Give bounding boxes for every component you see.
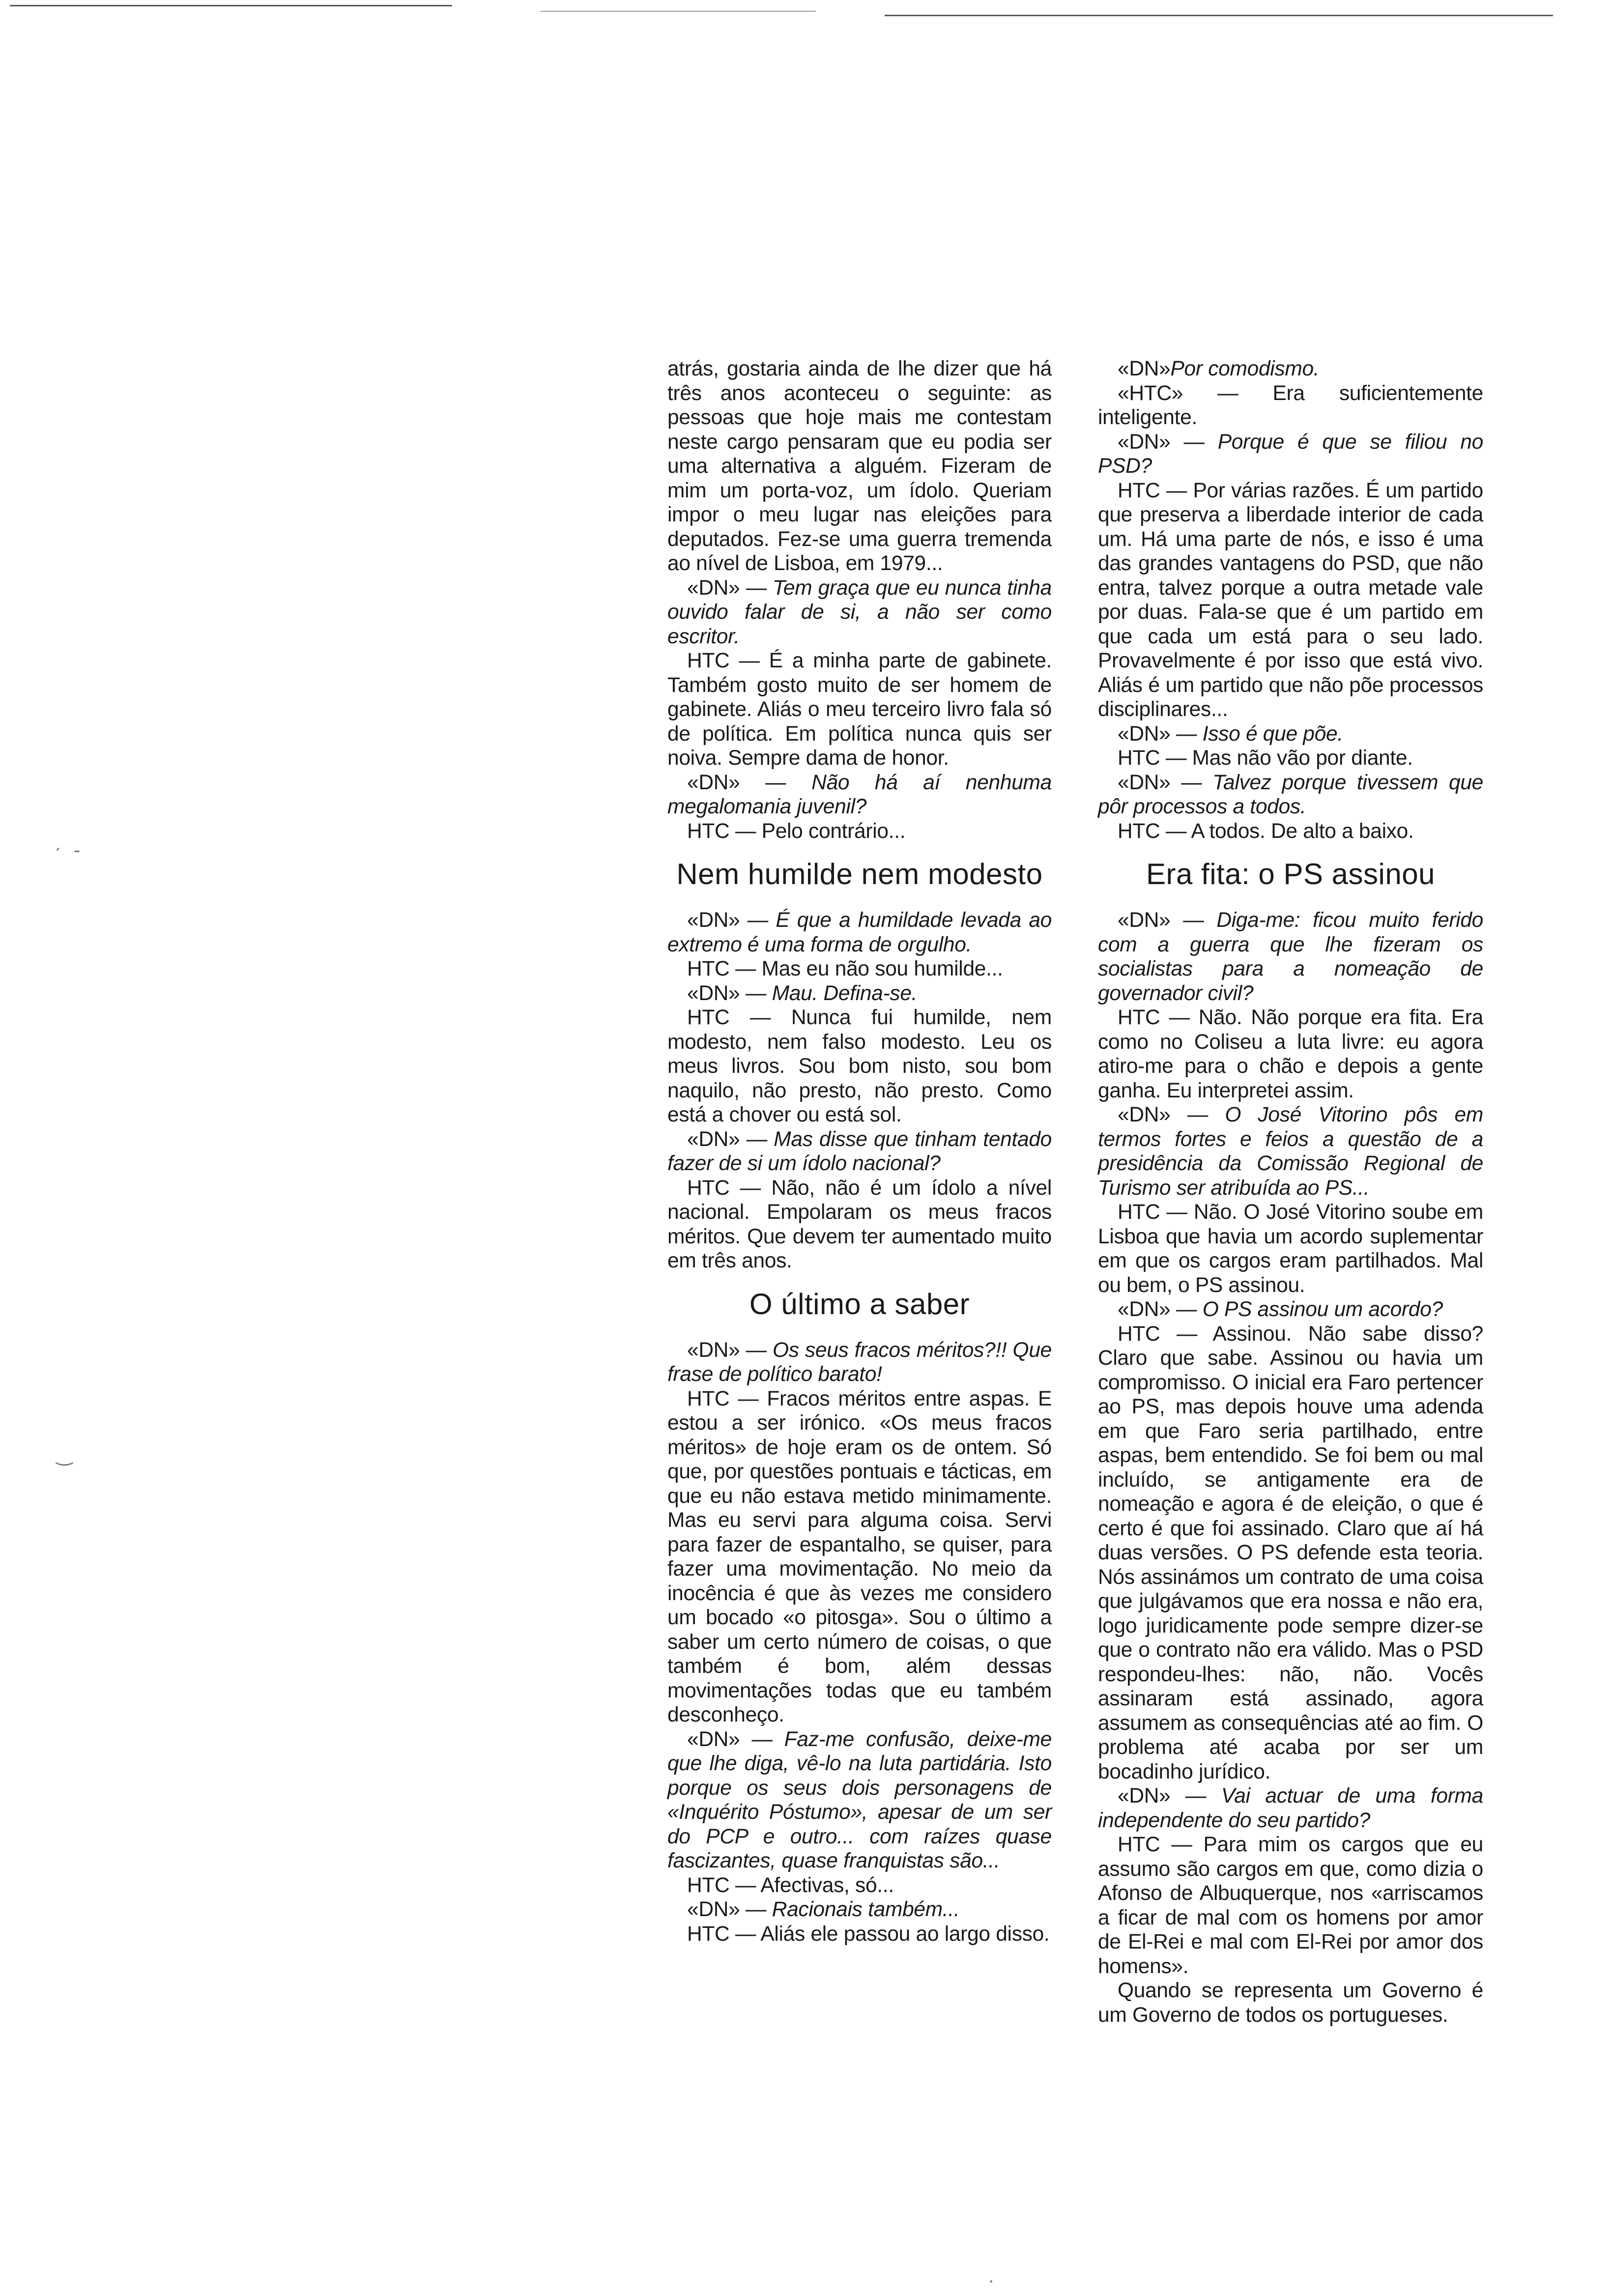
speaker-label: «DN» — [1118,430,1218,454]
speaker-label: «DN» — [687,576,773,600]
question [1098,1784,1483,1833]
question-text: Por comodismo. [1170,357,1320,380]
speaker-label: «DN» — [1118,722,1203,746]
question-text: Talvez porque tivessem que pôr processos a todos. [1098,771,1483,818]
question-text: O PS assinou um acordo? [1202,1298,1443,1321]
speaker-label: «DN» — [687,981,772,1005]
scan-rule-top-right [885,15,1553,16]
question [1098,1103,1483,1200]
scan-rule-top-middle [541,11,816,12]
answer: HTC — Aliás ele passou ao largo disso. [687,1922,1050,1946]
question-text: Mau. Defina-se. [772,981,918,1005]
question [1098,430,1483,479]
section-heading: Nem humilde nem modesto [676,858,1043,890]
article-column-right [1098,357,1483,2027]
speaker-label: «DN» — [1118,909,1217,932]
question [1098,357,1483,381]
speaker-label: «DN» — [1118,771,1213,794]
answer: HTC — A todos. De alto a baixo. [1118,819,1414,843]
question [667,1897,1052,1922]
speaker-label: «DN» [1118,357,1171,380]
question [667,1338,1052,1387]
answer: HTC — Afectivas, só... [687,1873,894,1897]
answer: HTC — Para mim os cargos que eu assumo são cargos em que, como dizia o Afonso de Albuquerque, nos «arriscamos a ficar de mal com os homens por amor de El-Rei e mal com El-Rei por amor dos homens». [1098,1833,1483,1978]
question [1098,908,1483,1005]
question [667,771,1052,819]
section-heading: O último a saber [749,1287,970,1320]
section-heading: Era fita: o PS assinou [1146,858,1435,890]
answer: HTC — Por várias razões. É um partido que preserva a liberdade interior de cada um. Há uma parte de nós, e isso é uma das grandes vantagens do PSD, que não entra, talvez porque a outra metade vale por duas. Fala-se que é um partido em que cada um está para o seu lado. Provavelmente é por isso que está vivo. Aliás é um partido que não põe processos disciplinares... [1098,479,1483,721]
question-text: Racionais também... [772,1898,960,1921]
question [667,981,1052,1006]
paragraph: Quando se representa um Governo é um Governo de todos os portugueses. [1098,1979,1483,2027]
speaker-label: «DN» — [1118,1103,1225,1126]
answer: HTC — Não. Não porque era fita. Era como no Coliseu a luta livre: eu agora atiro-me para o chão e depois a gente ganha. Eu interpretei assim. [1098,1006,1483,1102]
speaker-label: «DN» — [687,909,776,932]
scan-speck: - [74,839,81,861]
question [667,908,1052,957]
question [1098,1297,1483,1322]
speaker-label: «DN» — [687,771,812,794]
question-text: Porque é que se filiou no PSD? [1098,430,1483,478]
question [667,576,1052,649]
scan-rule-top-left [10,5,452,6]
question-text: Não há aí nenhuma megalomania juvenil? [667,771,1052,818]
speaker-label: «DN» — [687,1727,784,1751]
answer: HTC — Não, não é um ídolo a nível nacional. Empolaram os meus fracos méritos. Que devem ter aumentado muito em três anos. [667,1176,1052,1272]
scan-speck: · [988,2269,995,2291]
question-text: Tem graça que eu nunca tinha ouvido falar de si, a não ser como escritor. [667,576,1052,648]
speaker-label: «DN» — [687,1898,772,1921]
question-text: É que a humildade levada ao extremo é uma forma de orgulho. [667,909,1052,956]
question [667,1727,1052,1873]
question-text: Os seus fracos méritos?!! Que frase de político barato! [667,1338,1052,1386]
answer: HTC — Pelo contrário... [687,819,906,843]
scan-speck: ˏ [54,830,61,851]
question [1098,771,1483,819]
question [1098,722,1483,746]
speaker-label: «DN» — [687,1338,773,1362]
answer: «HTC» — Era suficientemente inteligente. [1098,381,1483,429]
answer: HTC — É a minha parte de gabinete. Também gosto muito de ser homem de gabinete. Aliás o meu terceiro livro fala só de política. Em política nunca quis ser noiva. Sempre dama de honor. [667,649,1052,770]
answer: HTC — Nunca fui humilde, nem modesto, nem falso modesto. Leu os meus livros. Sou bom nisto, sou bom naquilo, não presto, não presto. Como está a chover ou está sol. [667,1006,1052,1126]
question-text: Diga-me: ficou muito ferido com a guerra que lhe fizeram os socialistas para a nomeação de governador civil? [1098,909,1483,1005]
answer: HTC — Assinou. Não sabe disso? Claro que sabe. Assinou ou havia um compromisso. O inicial era Faro pertencer ao PS, mas depois houve uma adenda em que Faro seria partilhado, entre aspas, bem entendido. Se foi bem ou mal incluído, se antigamente era de nomeação e agora é de eleição, o que é certo é que foi assinado. Claro que aí há duas versões. O PS defende esta teoria. Nós assinámos um contrato de uma coisa que julgávamos que era nossa e não era, logo juridicamente pode sempre dizer-se que o contrato não era válido. Mas o PSD respondeu-lhes: não, não. Vocês assinaram está assinado, agora assumem as consequências até ao fim. O problema até acaba por ser um bocadinho jurídico. [1098,1322,1483,1783]
answer: HTC — Fracos méritos entre aspas. E estou a ser irónico. «Os meus fracos méritos» de hoje eram os de ontem. Só que, por questões pontuais e tácticas, em que eu não estava metido minimamente. Mas eu servi para alguma coisa. Servi para fazer de espantalho, se quiser, para fazer uma movimentação. No meio da inocência é que às vezes me considero um bocado «o pitosga». Sou o último a saber um certo número de coisas, o que também é bom, além dessas movimentações todas que eu também desconheço. [667,1387,1052,1726]
question-text: Faz-me confusão, deixe-me que lhe diga, vê-lo na luta partidária. Isto porque os seus dois personagens de «Inquérito Póstumo», apesar de um ser do PCP e outro... com raízes quase fascizantes, quase franquistas são... [667,1727,1052,1872]
answer: HTC — Não. O José Vitorino soube em Lisboa que havia um acordo suplementar em que os cargos eram partilhados. Mal ou bem, o PS assinou. [1098,1201,1483,1297]
answer: HTC — Mas eu não sou humilde... [687,957,1003,980]
paragraph: atrás, gostaria ainda de lhe dizer que há três anos aconteceu o seguinte: as pessoas que hoje mais me contestam neste cargo pensaram que eu podia ser uma alternativa a alguém. Fizeram de mim um porta-voz, um ídolo. Queriam impor o meu lugar nas eleições para deputados. Fez-se uma guerra tremenda ao nível de Lisboa, em 1979... [667,357,1052,575]
article-column-left [667,357,1052,1946]
answer: HTC — Mas não vão por diante. [1118,746,1413,770]
speaker-label: «DN» — [1118,1784,1221,1808]
speaker-label: «DN» — [687,1127,774,1151]
question-text: Mas disse que tinham tentado fazer de si um ídolo nacional? [667,1127,1052,1175]
question-text: Vai actuar de uma forma independente do seu partido? [1098,1784,1483,1832]
question-text: Isso é que põe. [1202,722,1343,746]
question-text: O José Vitorino pôs em termos fortes e feios a questão de a presidência da Comissão Regional de Turismo ser atribuída ao PS... [1098,1103,1483,1200]
scan-speck: ‿ [57,1444,73,1465]
speaker-label: «DN» — [1118,1298,1203,1321]
question [667,1127,1052,1176]
